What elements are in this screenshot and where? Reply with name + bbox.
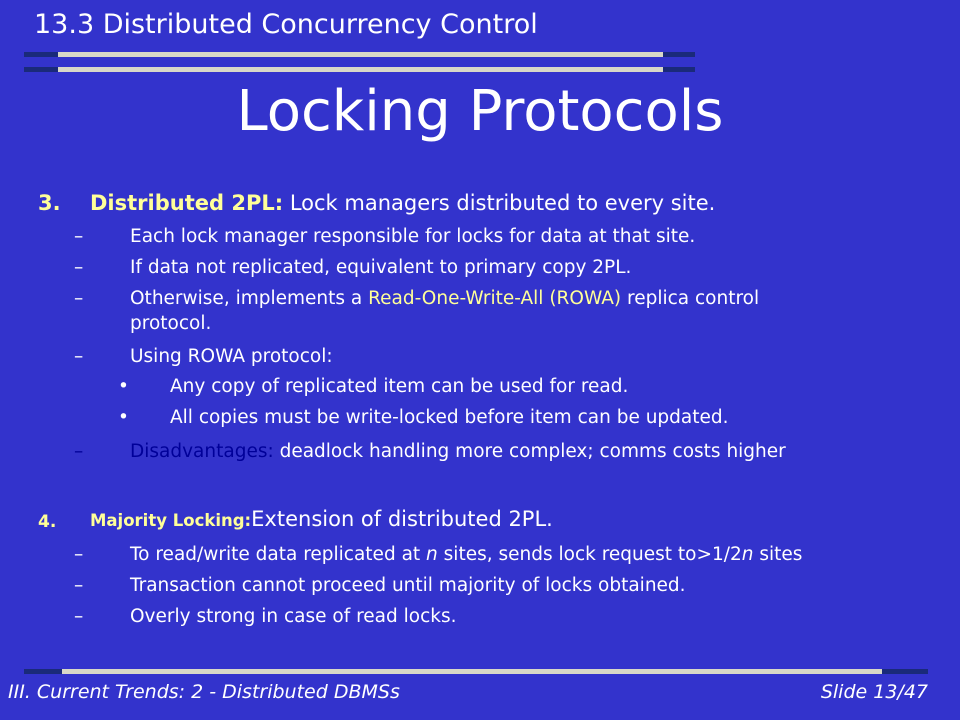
item-text — [90, 191, 715, 215]
disadvantages-label: Disadvantages: — [130, 441, 274, 462]
sub-item-text: sites — [753, 544, 803, 565]
rowa-highlight: Read-One-Write-All (ROWA) — [368, 288, 622, 309]
dash-marker: – — [74, 544, 84, 565]
sub-item-text: deadlock handling more complex; comms costs higher — [273, 441, 786, 462]
sub-item: Transaction cannot proceed until majority of locks obtained. — [130, 575, 686, 596]
dash-marker: – — [74, 257, 84, 278]
bullet-marker: • — [118, 407, 129, 428]
bullet-item: Any copy of replicated item can be used for read. — [170, 376, 629, 397]
variable-n: n — [426, 544, 438, 565]
item-heading: Majority Locking: — [90, 511, 252, 530]
sub-item — [130, 288, 759, 309]
footer-slide-number: Slide 13/47 — [820, 681, 928, 703]
sub-item-text: To read/write data replicated at — [130, 544, 427, 565]
bullet-marker: • — [118, 376, 129, 397]
sub-item-continuation: protocol. — [130, 313, 212, 334]
bullet-item: All copies must be write-locked before item can be updated. — [170, 407, 729, 428]
dash-marker: – — [74, 288, 84, 309]
dash-marker: – — [74, 346, 84, 367]
dash-marker: – — [74, 575, 84, 596]
section-title: 13.3 Distributed Concurrency Control — [34, 9, 538, 40]
footer-course-label: III. Current Trends: 2 - Distributed DBMSs — [8, 681, 400, 703]
sub-item-text: Otherwise, implements a — [130, 288, 369, 309]
variable-n: n — [741, 544, 754, 565]
sub-item-text: sites, sends lock request to>1/2 — [437, 544, 742, 565]
sub-item: If data not replicated, equivalent to primary copy 2PL. — [130, 257, 632, 278]
dash-marker: – — [74, 606, 84, 627]
sub-item: Overly strong in case of read locks. — [130, 606, 457, 627]
item-heading: Distributed 2PL: — [90, 191, 284, 215]
sub-item: Each lock manager responsible for locks for data at that site. — [130, 226, 696, 247]
sub-item — [130, 441, 786, 462]
slide-title: Locking Protocols — [236, 79, 724, 144]
item-text — [90, 507, 553, 531]
item-number: 3. — [38, 191, 61, 215]
item-number: 4. — [38, 512, 57, 532]
sub-item-text: replica control — [621, 288, 760, 309]
dash-marker: – — [74, 226, 84, 247]
sub-item — [130, 544, 802, 565]
dash-marker: – — [74, 441, 84, 462]
item-description: Lock managers distributed to every site. — [289, 191, 716, 215]
sub-item: Using ROWA protocol: — [130, 346, 333, 367]
item-description: Extension of distributed 2PL. — [251, 507, 553, 531]
